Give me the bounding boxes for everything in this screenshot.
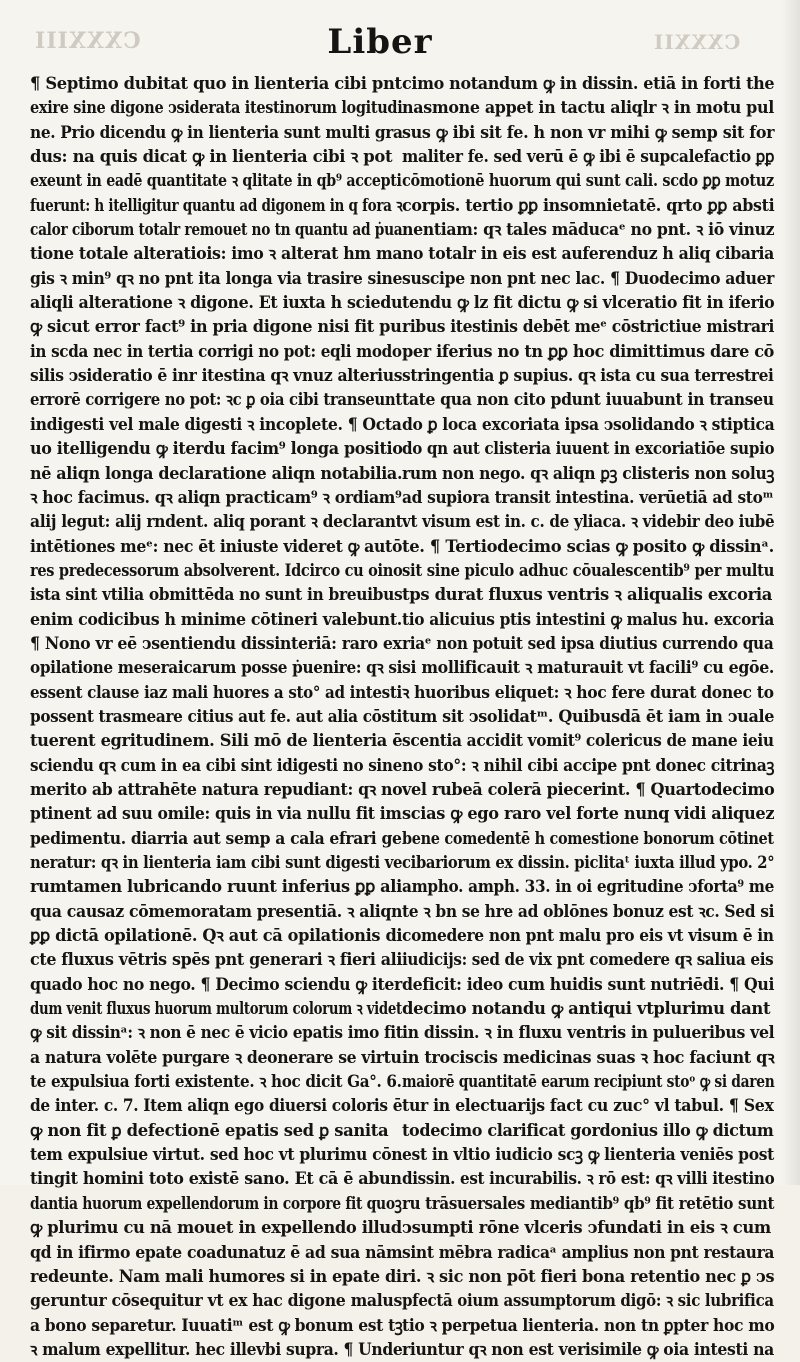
text-line: ru trāsuersales mediantib⁹ qb⁹ fit retētio sunt xyxy=(402,1193,775,1213)
text-line: tate qua non cito pdunt iuuabunt in transeu xyxy=(402,390,774,410)
text-line: qd in ifirmo epate coadunatuz ē ad sua nām xyxy=(30,1242,403,1262)
text-line: rumtamen lubricando ruunt inferius ꝑꝑ ali xyxy=(30,877,402,897)
text-line: dantia huorum expellendorum in corpore fit quoꝫ xyxy=(30,1193,402,1213)
text-line: do ꝑ loca excoriata ipsa ↄsolidando ꝛ stiptica xyxy=(402,414,775,434)
text-line: indigesti vel male digesti ꝛ incoplete. ¶ Octa xyxy=(30,414,402,434)
ghost-folio-left: CXXXIII xyxy=(34,28,141,54)
text-line: do qn aut clisteria iuuent in excoriatiōe supio xyxy=(402,439,775,459)
text-line: te ꝛ bn se hre ad oblōnes bonuz est ꝛc. Sed si xyxy=(402,901,775,921)
text-line: corpis. tertio ꝑꝑ insomnietatē. qrto ꝑꝑ absti xyxy=(402,195,775,215)
text-line: vel rubeā colerā piecerint. ¶ Quartodecimo xyxy=(402,779,775,799)
text-line: rum non nego. qꝛ aliqn ꝑꝫ clisteris non soluꝫ xyxy=(402,463,775,483)
text-line: ne. Prio dicendu ꝙ in lienteria sunt multi gra xyxy=(30,122,403,142)
text-line: in dissin. ꝛ in fluxu ventris in pulueribus vel xyxy=(402,1023,775,1043)
text-line: enim codicibus h minime cōtineri valebunt. xyxy=(30,609,402,629)
text-line: no totalr in eis est auferenduz h aliq cibaria xyxy=(402,244,775,264)
text-line: intētiones meᵉ: nec ēt iniuste videret ꝙ autō xyxy=(30,536,403,556)
text-line: de inter. c. 7. Item aliqn ego diuersi coloris ē xyxy=(30,1096,403,1116)
text-line: fuerunt: h itelligitur quantu ad digonem in q fora ꝛ xyxy=(30,195,403,215)
ghost-folio-right: CXXXII xyxy=(652,30,740,54)
text-line: maliter fe. sed verū ē ꝙ ibi ē supcalefactio ꝑꝑ xyxy=(402,147,775,167)
text-line: no sto°: ꝛ nihil cibi accipe pnt donec citrinaꝫ xyxy=(402,755,775,775)
text-line: tuerent egritudinem. Sili mō de lienteria ē xyxy=(30,731,403,751)
text-line: suscipe non pnt nec lac. ¶ Duodecimo aduer xyxy=(402,268,775,288)
text-line: maiorē quantitatē earum recipiunt stoᵒ ꝙ si daren xyxy=(402,1072,775,1092)
text-line: pfectā oium assumptorum digō: ꝛ sic lubrifica xyxy=(402,1291,774,1311)
text-line: decimo notandu ꝙ antiqui vtplurimu dant xyxy=(402,999,771,1019)
text-line: sciendu qꝛ cum in ea cibi sint idigesti no sine xyxy=(30,755,402,775)
text-line: ad supiora transit intestina. verūetiā ad stoᵐ xyxy=(402,487,774,507)
text-line: in scda nec in tertia corrigi no pot: eqli modo xyxy=(30,341,402,361)
text-line: tio ꝛ perpetua lienteria. non tn ꝑpter hoc mo xyxy=(402,1315,775,1335)
text-line: sit sine piculo adhuc cōualescentib⁹ per multu xyxy=(402,560,775,580)
text-line: ptinent ad suu omile: quis in via nullu fit im xyxy=(30,804,402,824)
text-line: tendu ꝙ lz fit dictu ꝙ si vlceratio fit in iferio xyxy=(402,293,775,313)
text-line: exeunt in eadē quantitate ꝛ qlitate in qb⁹ accepti xyxy=(30,171,402,191)
text-line: comedere non pnt malu pro eis vt visum ē in xyxy=(402,926,774,946)
text-line: nentiam: qꝛ tales māducaᵉ no pnt. ꝛ iō vinuz xyxy=(402,220,775,240)
text-line: sus ꝙ ibi sit fe. h non vr mihi ꝙ semp sit for xyxy=(402,122,775,142)
left-column xyxy=(30,72,402,1362)
text-line: ¶ Septimo dubitat quo in lienteria cibi pnt xyxy=(30,74,402,93)
text-line: ꝙ non fit ꝑ defectionē epatis sed ꝑ sanita xyxy=(30,1120,389,1140)
text-line: stringentia ꝑ supius. qꝛ ista cu sua terrestrei xyxy=(402,366,774,386)
text-line: cibariorum ex dissin. piclitaᵗ iuxta illud ypo. 2° xyxy=(402,853,775,872)
text-line: aliqli alteratione ꝛ digone. Et iuxta h sciedu xyxy=(30,293,403,313)
page-edge-shadow xyxy=(782,0,800,1185)
text-line: in trociscis medicinas suas ꝛ hoc faciunt qꝛ xyxy=(402,1047,775,1067)
text-line: vt visum est in. c. de yliaca. ꝛ videbir deo iubē xyxy=(402,512,775,532)
text-line: possent trasmeare citius aut fe. aut alia cōsti xyxy=(30,706,402,726)
running-head: Liber xyxy=(327,22,433,62)
text-line: si mollificauit ꝛ maturauit vt facili⁹ cu egōe. xyxy=(402,658,775,678)
text-line: qua causaz cōmemoratam presentiā. ꝛ aliqn xyxy=(30,901,403,921)
text-line: ampho. amph. 33. in oi egritudine ↄforta⁹ me xyxy=(402,877,774,897)
text-line: alij legut: alij rndent. aliq porant ꝛ declarant xyxy=(30,512,403,532)
text-line: ꝙ sicut error fact⁹ in pria digone nisi fit pu xyxy=(30,317,402,337)
text-line: est in vltio iudicio scꝫ ꝙ lienteria veniēs post xyxy=(402,1145,774,1165)
text-line: ri. ꝛ sic non pōt fieri bona retentio nec ꝑ ↄs xyxy=(402,1266,775,1286)
text-line: nē aliqn longa declaratione aliqn notabilia. xyxy=(30,463,403,483)
text-line: dus: na quis dicat ꝙ in lienteria cibi ꝛ pot xyxy=(30,147,393,167)
text-line: redeunte. Nam mali humores si in epate di xyxy=(30,1266,402,1286)
text-line: tum sit ↄsolidatᵐ. Quibusdā ēt iam in ↄuale xyxy=(402,706,775,726)
text-line: scias ꝙ ego raro vel forte nunq vidi aliquez xyxy=(402,804,775,824)
text-line: calor ciborum totalr remouet no tn quantu ad ṗua xyxy=(30,220,403,240)
text-line: deficit: ideo cum huidis sunt nutriēdi. ¶ Qui xyxy=(402,974,775,994)
text-line: quado hoc no nego. ¶ Decimo sciendu ꝙ iter xyxy=(30,974,402,994)
text-line: geruntur cōsequitur vt ex hac digone malus xyxy=(30,1291,402,1311)
text-line: cte fluxus vētris spēs pnt generari ꝛ fieri ali xyxy=(30,950,403,970)
text-line: tio alicuius ptis intestini ꝙ malus hu. excoria xyxy=(402,609,774,629)
text-line: ↄsumpti rōne vlceris ↄfundati in eis ꝛ cum xyxy=(402,1218,771,1238)
text-line: uo itelligendu ꝙ iterdu facim⁹ longa positio xyxy=(30,439,403,459)
text-line: cōmotionē huorum qui sunt cali. scdo ꝑꝑ motuz xyxy=(402,171,774,191)
text-line: riuntur qꝛ non est verisimile ꝙ oia intesti na xyxy=(402,1339,774,1359)
text-line: per iferius no tn ꝑꝑ hoc dimittimus dare cō xyxy=(402,341,775,361)
text-line: ꝛ hoc facimus. qꝛ aliqn practicam⁹ ꝛ ordiam⁹ xyxy=(30,487,402,507)
text-line: ꝙ sit dissinᵃ: ꝛ non ē nec ē vicio epatis imo fit xyxy=(30,1023,403,1043)
text-line: merito ab attrahēte natura repudiant: qꝛ no xyxy=(30,779,403,799)
text-line: a bono separetur. Iuuatiᵐ est ꝙ bonum est tꝫ xyxy=(30,1315,403,1335)
text-line: ista sint vtilia obmittēda no sunt in breuibus xyxy=(30,585,403,605)
text-line: tingit homini toto existē sano. Et cā ē abun xyxy=(30,1169,402,1189)
text-line: ꝛ malum expellitur. hec illevbi supra. ¶ Unde xyxy=(30,1339,403,1359)
text-line: errorē corrigere no pot: ꝛc ꝑ oia cibi transeunt xyxy=(30,390,402,410)
text-line: a natura volēte purgare ꝛ deonerare se virtu xyxy=(30,1047,402,1067)
text-line: iudicijs: sed de vix pnt comedere qꝛ saliua eis xyxy=(402,950,774,970)
text-line: scentia accidit vomit⁹ colericus de mane ieiu xyxy=(402,731,774,751)
text-line: dissin. est incurabilis. ꝛ rō est: qꝛ villi itestino xyxy=(402,1169,775,1189)
text-line: res predecessorum absolverent. Idcirco cu oino xyxy=(30,560,403,580)
text-line: ribus itestinis debēt meᵉ cōstrictiue mistrari xyxy=(402,317,775,337)
text-line: gis ꝛ min⁹ qꝛ no pnt ita longa via trasire sine xyxy=(30,268,403,288)
text-line: opilatione meseraicarum posse ṗuenire: qꝛ si xyxy=(30,658,403,678)
right-column xyxy=(402,72,774,1362)
text-line: sint mēbra radicaᵃ amplius non pnt restaura xyxy=(402,1242,775,1262)
text-line: todecimo clarificat gordonius illo ꝙ dictum xyxy=(402,1120,774,1140)
text-line: tps durat fluxus ventris ꝛ aliqualis excoria xyxy=(402,585,773,605)
text-line: pedimentu. diarria aut semp a cala efrari ge xyxy=(30,828,402,848)
text-line: tur in electuarijs fact cu zuc° vl tabul. ¶ Sex xyxy=(402,1096,774,1116)
text-line: riaᵉ non potuit sed ipsa diutius currendo qua xyxy=(402,633,774,653)
text-line: ꝙ plurimu cu nā mouet in expellendo illud xyxy=(30,1218,402,1238)
text-line: essent clause iaz mali huores a sto° ad intesti xyxy=(30,682,402,702)
text-line: te expulsiua forti existente. ꝛ hoc dicit Ga°. 6. xyxy=(30,1072,402,1092)
text-line: silis ↄsideratio ē inr itestina qꝛ vnuz alterius xyxy=(30,366,403,386)
text-line: ꝛ huoribus eliquet: ꝛ hoc fere durat donec to xyxy=(402,682,774,702)
text-line: nasmone appet in tactu aliqlr ꝛ in motu pul xyxy=(402,98,774,118)
text-line: dum venit fluxus huorum multorum colorum ꝛ videt xyxy=(30,999,402,1019)
text-line: ꝑꝑ dictā opilationē. Qꝛ aut cā opilationis di xyxy=(30,926,403,946)
text-line: neratur: qꝛ in lienteria iam cibi sunt digesti ve xyxy=(30,853,403,872)
text-line: ¶ Nono vr eē ↄsentiendu dissinteriā: raro ex xyxy=(30,633,402,653)
text-line: tem expulsiue virtut. sed hoc vt plurimu cōn xyxy=(30,1145,403,1165)
text-line: cimo notandum ꝙ in dissin. etiā in forti the xyxy=(402,74,775,93)
text-line: tione totale alteratiois: imo ꝛ alterat hm ma xyxy=(30,244,403,264)
text-line: bene comedentē h comestione bonorum cōtinet xyxy=(402,828,774,848)
text-line: exire sine digone ↄsiderata itestinorum logitudi xyxy=(30,98,403,118)
text-line: te. ¶ Tertiodecimo scias ꝙ posito ꝙ dissinᵃ. xyxy=(402,536,774,556)
